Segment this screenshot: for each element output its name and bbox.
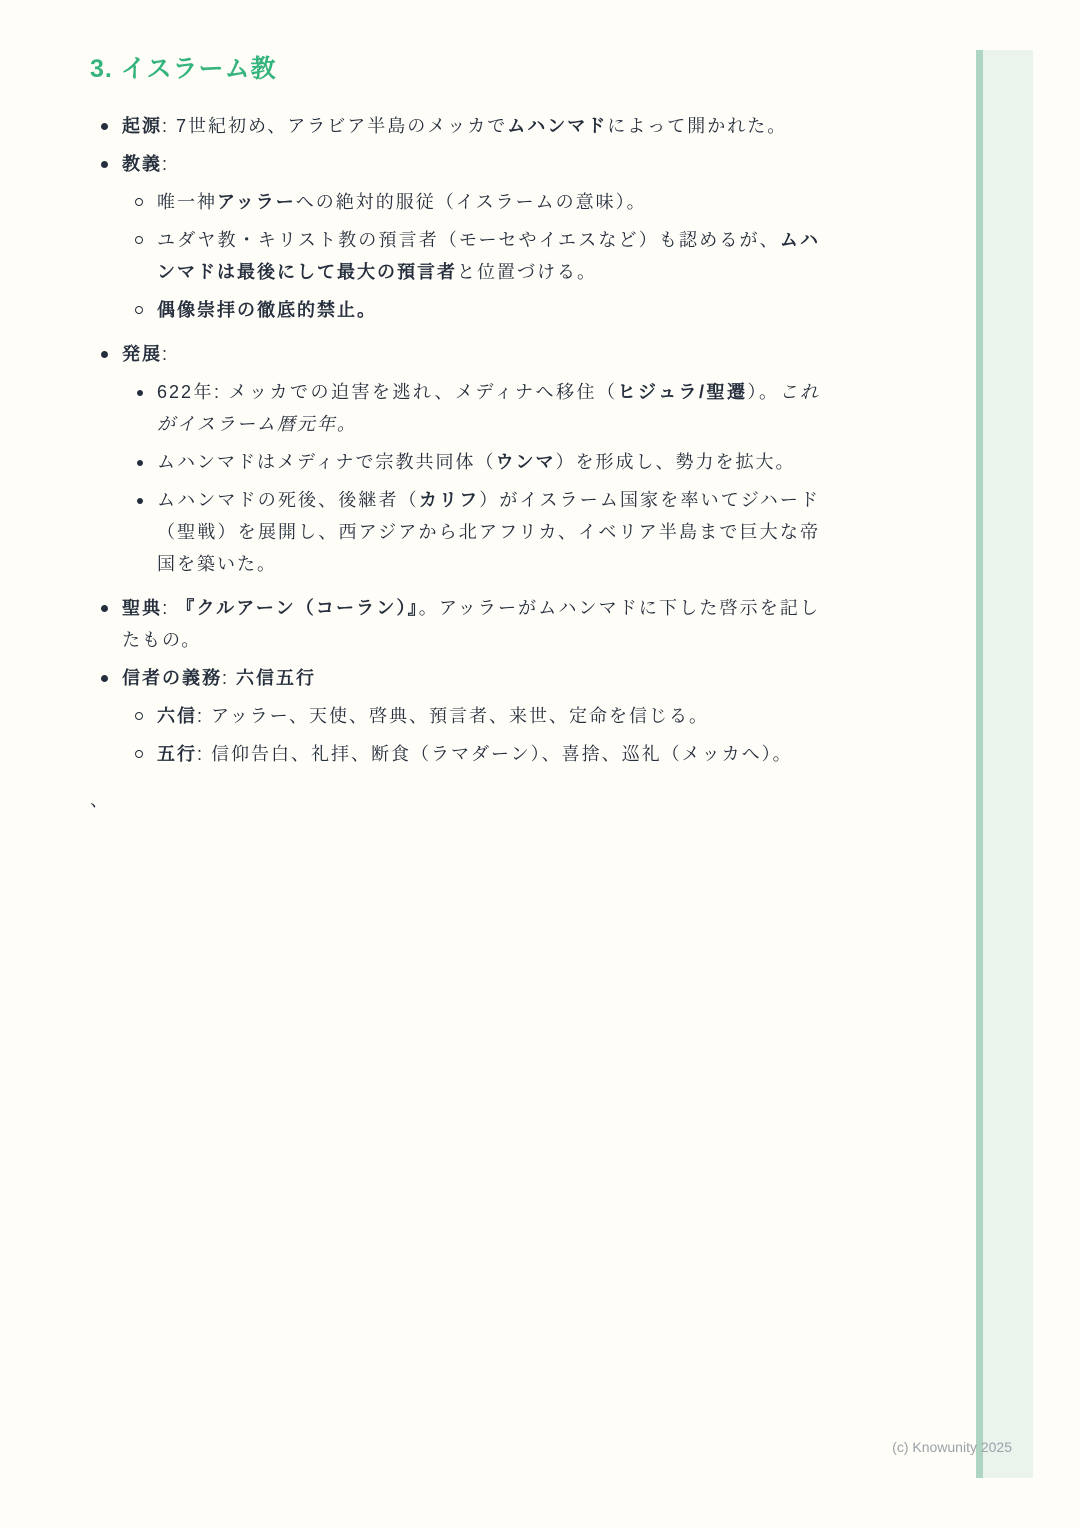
text-run: 五行 (157, 744, 197, 764)
disc-bullet-icon (101, 605, 108, 612)
text-run: 聖典 (122, 598, 163, 618)
list-item (125, 738, 820, 770)
text-run: ムハンマドは最後にして最大の預言者 (157, 230, 821, 282)
list-item-text (122, 344, 169, 364)
circle-bullet-icon (135, 306, 143, 314)
text-run: : アッラー、天使、啓典、預言者、来世、定命を信じる。 (197, 706, 710, 726)
list-item (125, 484, 820, 580)
text-run: アッラー (217, 192, 296, 212)
list-item-text (157, 452, 796, 472)
list-item-text (122, 668, 316, 688)
list-item-text (122, 154, 169, 174)
list-item-text (157, 300, 377, 320)
disc-bullet-icon (137, 498, 143, 504)
text-run: によって開かれた。 (607, 116, 788, 136)
text-run: 起源 (122, 116, 162, 136)
watermark: (c) Knowunity 2025 (892, 1439, 1012, 1455)
text-run: 六信 (157, 706, 197, 726)
text-run: ）がイスラーム国家を率いてジハード（聖戦）を展開し、西アジアから北アフリカ、イベリア半島まで巨大な帝国を築いた。 (157, 490, 821, 574)
text-run: 。アッラーがムハンマドに下した啓示を記したもの。 (122, 598, 820, 650)
list-item-text (122, 598, 820, 650)
text-run: 622年: メッカでの迫害を逃れ、メディナへ移住（ (157, 382, 618, 402)
circle-bullet-icon (135, 236, 143, 244)
nested-bullet-list (125, 376, 820, 580)
text-run: ウンマ (495, 452, 556, 472)
nested-bullet-list (125, 700, 820, 770)
text-run: これがイスラーム暦元年。 (157, 382, 821, 434)
disc-bullet-icon (101, 161, 108, 168)
text-run: ムハンマドはメディナで宗教共同体（ (157, 452, 496, 472)
list-item (125, 376, 820, 440)
circle-bullet-icon (135, 712, 143, 720)
text-run: ）を形成し、勢力を拡大。 (555, 452, 796, 472)
list-item-text (157, 706, 709, 726)
disc-bullet-icon (101, 675, 108, 682)
list-item (90, 592, 820, 656)
list-item (125, 294, 820, 326)
text-run: ムハンマドの死後、後継者（ (157, 490, 419, 510)
text-run: 信者の義務 (122, 668, 222, 688)
list-item (125, 700, 820, 732)
disc-bullet-icon (137, 460, 143, 466)
list-item (125, 186, 820, 218)
list-item (125, 446, 820, 478)
list-item-text (157, 230, 820, 282)
text-run: ヒジュラ/聖遷 (617, 382, 748, 402)
disc-bullet-icon (137, 390, 143, 396)
disc-bullet-icon (101, 351, 108, 358)
nested-bullet-list (125, 186, 820, 326)
text-run: : (222, 668, 237, 688)
text-run: ）。 (747, 382, 780, 402)
text-run: と位置づける。 (457, 262, 597, 282)
text-run: カリフ (418, 490, 480, 510)
list-item (125, 224, 820, 288)
circle-bullet-icon (135, 198, 143, 206)
content-area (0, 0, 820, 816)
text-run: : 信仰告白、礼拝、断食（ラマダーン）、喜捨、巡礼（メッカへ）。 (197, 744, 793, 764)
list-item-text (157, 192, 647, 212)
disc-bullet-icon (101, 123, 108, 130)
text-run: 偶像崇拝の徹底的禁止。 (157, 300, 377, 320)
list-item-text (122, 116, 787, 136)
list-item-text (157, 744, 793, 764)
text-run: 六信五行 (236, 668, 317, 688)
text-run: 『クルアーン（コーラン）』 (176, 598, 419, 618)
side-panel (976, 50, 1033, 1478)
list-item (90, 338, 820, 580)
text-run: : (162, 344, 170, 364)
text-run: : 7世紀初め、アラビア半島のメッカで (162, 116, 508, 136)
text-run: ユダヤ教・キリスト教の預言者（モーセやイエスなど）も認めるが、 (157, 230, 780, 250)
list-item (90, 148, 820, 326)
list-item-text (157, 490, 820, 574)
circle-bullet-icon (135, 750, 143, 758)
list-item (90, 110, 820, 142)
list-item (90, 662, 820, 770)
page-title: 3. イスラーム教 (90, 55, 277, 83)
text-run: : (162, 598, 177, 618)
text-run: への絶対的服従（イスラームの意味）。 (295, 192, 647, 212)
text-run: 発展 (122, 344, 162, 364)
stray-mark: 、 (90, 790, 110, 810)
text-run: 唯一神 (157, 192, 217, 212)
text-run: ムハンマド (507, 116, 608, 136)
list-item-text (157, 382, 820, 434)
text-run: 教義 (122, 154, 162, 174)
bullet-list (90, 110, 820, 770)
text-run: : (162, 154, 170, 174)
